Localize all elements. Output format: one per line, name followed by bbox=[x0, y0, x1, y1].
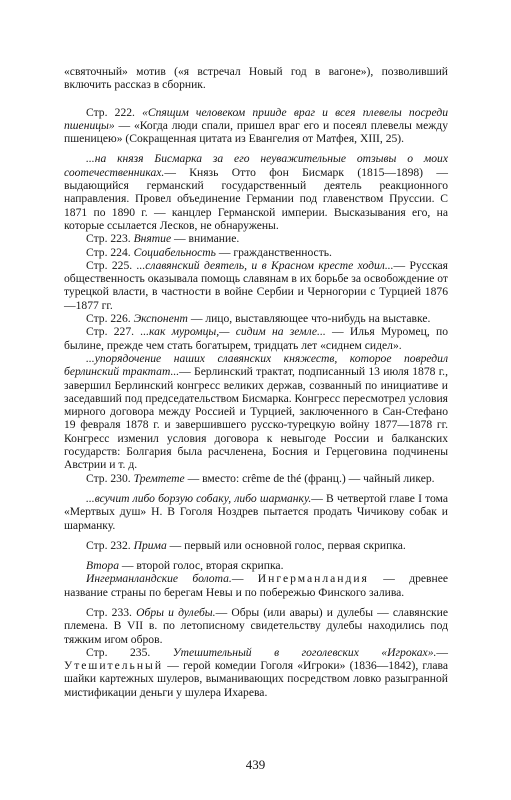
text-run: — первый или основной голос, первая скрипка. bbox=[166, 538, 406, 552]
commentary-paragraph bbox=[64, 352, 448, 472]
italic-term: «Спящим человеком прииде враг и всея плевелы посреди пшеницы» bbox=[64, 105, 448, 132]
text-run: — Русская общественность оказывала помощь славянам в их борьбе за освобождение от турецкой власти, в частности в войне Сербии и Черногории с Турцией 1876—1877 гг. bbox=[64, 258, 449, 312]
text-run: Стр. 223. bbox=[86, 232, 134, 246]
text-run: — второй голос, вторая скрипка. bbox=[119, 559, 284, 573]
page-number: 439 bbox=[245, 757, 266, 772]
commentary-paragraph bbox=[64, 646, 448, 699]
text-run: Стр. 224. bbox=[86, 245, 134, 259]
commentary-paragraph bbox=[64, 606, 448, 646]
italic-term: Социабельность bbox=[133, 245, 216, 259]
italic-term: ...всучит либо борзую собаку, либо шарманку. bbox=[86, 491, 312, 505]
commentary-paragraph bbox=[64, 232, 448, 245]
text-run: — Берлинский трактат, подписанный 13 июля 1878 г., завершил Берлинский конгресс великих держав, созванный по инициативе и заседавший под председательством Бисмарка. Конгресс пересмотрел условия мирного договора между Россией и Турцией, заключенного в Сан-Стефано 19 февраля 1878 г. и завершившего русско-турецкую войну 1877—1878 гг. Конгресс изменил условия договора к невыгоде России и балканских государств: Болгария была расчленена, Босния и Герцеговина подчинены Австрии и т. д. bbox=[64, 365, 448, 472]
commentary-paragraph bbox=[64, 492, 448, 532]
text-run: Стр. 222. bbox=[86, 105, 143, 119]
text-run: — Илья Муромец, по былине, прежде чем стать богатырем, тридцать лет «сиднем сидел». bbox=[64, 325, 448, 352]
italic-term: ...славянский деятель, и в Красном кресте ходил... bbox=[136, 258, 394, 272]
commentary-paragraph bbox=[64, 572, 448, 599]
italic-term: ...как муромцы,— сидим на земле... bbox=[140, 325, 326, 339]
commentary-paragraph bbox=[64, 312, 448, 325]
text-run: Стр. 233. bbox=[86, 605, 137, 619]
text-run: Стр. 227. bbox=[86, 325, 141, 339]
text-run: Стр. 226. bbox=[86, 312, 134, 326]
commentary-paragraph bbox=[64, 65, 448, 92]
italic-term: Ингерманландские болота. bbox=[86, 572, 232, 586]
text-run: Стр. 230. bbox=[86, 471, 134, 485]
text-run: — Князь Отто фон Бисмарк (1815—1898) — выдающийся германский государственный деятель реакционного направления. Провел объединение Германии под главенством Пруссии. С 1871 по 1890 г. — канцлер Германской империи. Высказывания его, на которые ссылается Лесков, не обнаружены. bbox=[64, 165, 448, 232]
spaced-term: Ингерманландия bbox=[257, 572, 369, 586]
italic-term: Тремтете bbox=[133, 471, 185, 485]
text-run: — внимание. bbox=[171, 232, 240, 246]
commentary-paragraph bbox=[64, 472, 448, 485]
italic-term: Утешительный в гоголевских «Игроках». bbox=[172, 645, 437, 659]
text-run: — лицо, выставляющее что-нибудь на выставке. bbox=[187, 312, 431, 326]
commentary-paragraph bbox=[64, 539, 448, 552]
italic-term: Обры и дулебы. bbox=[136, 605, 216, 619]
italic-term: ...упорядочение наших славянских княжеств, которое повредил берлинский трактат... bbox=[64, 351, 448, 379]
text-run: — В четвертой главе I тома «Мертвых душ» Н. В Гоголя Ноздрев пытается продать Чичикову собак и шарманку. bbox=[64, 491, 448, 532]
commentary-paragraph bbox=[64, 246, 448, 259]
text-run: Стр. 232. bbox=[86, 538, 134, 552]
text-run: — bbox=[231, 572, 258, 586]
commentary-paragraph bbox=[64, 325, 448, 352]
text-run: — «Когда люди спали, пришел враг его и посеял плевелы между пшеницею» (Сокращенная цитата из Евангелия от Матфея, XIII, 25). bbox=[64, 118, 448, 146]
italic-term: Экспонент bbox=[133, 312, 188, 326]
commentary-page bbox=[64, 65, 448, 699]
text-run: Стр. 225. bbox=[86, 258, 137, 272]
italic-term: Внятие bbox=[133, 232, 172, 246]
text-run: — древнее название страны по берегам Невы и по побережью Финского залива. bbox=[64, 572, 448, 599]
text-run: — вместо: crême de thé (франц.) — чайный ликер. bbox=[184, 471, 435, 485]
commentary-paragraph bbox=[64, 106, 448, 146]
italic-term: Прима bbox=[133, 538, 167, 552]
commentary-paragraph bbox=[64, 152, 448, 232]
text-run: «святочный» мотив («я встречал Новый год в вагоне»), позволивший включить рассказ в сборник. bbox=[64, 65, 448, 92]
italic-term: Втора bbox=[86, 559, 119, 573]
text-run: — герой комедии Гоголя «Игроки» (1836—1842), глава шайки картежных шулеров, выманивающих посредством ловко разыгранной мистификации деньги у шулера Ихарева. bbox=[64, 659, 448, 699]
commentary-paragraph bbox=[64, 559, 448, 572]
text-run: — Обры (или авары) и дулебы — славянские племена. В VII в. по летописному свидетельству дулебы находились под тяжким игом обров. bbox=[64, 605, 448, 646]
text-run: — гражданственность. bbox=[215, 245, 332, 259]
spaced-term: Утешительный bbox=[64, 659, 164, 673]
italic-term: ...на князя Бисмарка за его неуважительные отзывы о моих соотечественниках. bbox=[64, 152, 448, 179]
commentary-paragraph bbox=[64, 259, 448, 312]
text-run: Стр. 235. bbox=[86, 645, 173, 659]
text-run: — bbox=[436, 645, 448, 659]
